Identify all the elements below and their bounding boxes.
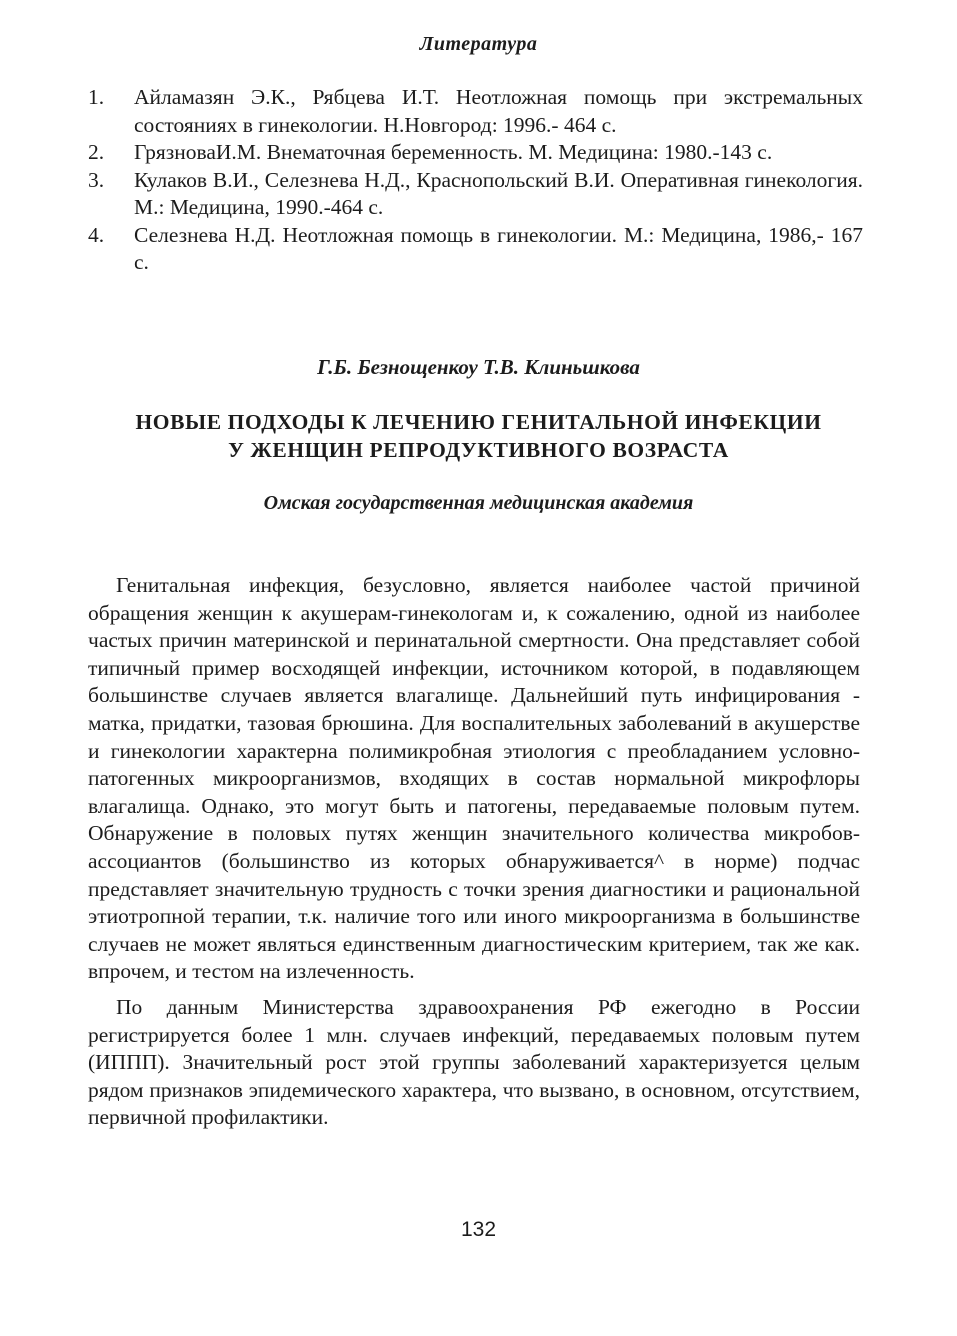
body-paragraph: По данным Министерства здравоохранения РФ ежегодно в России регистрируется более 1 млн. случаев инфекций, передаваемых половым путем (ИППП). Значительный рост этой группы заболеваний характеризуется целым рядом признаков эпидемического характера, что вызвано, в основном, отсутствием, первичной профилактики. (88, 994, 860, 1130)
reference-number: 3. (88, 167, 105, 192)
body-paragraph: Генитальная инфекция, безусловно, является наиболее частой причиной обращения женщин к акушерам-гинекологам и, к сожалению, одной из наиболее частых причин материнской и перинатальной смертности. Она представляет собой типичный пример восходящей инфекции, источником которой, в подавляющем большинстве случаев является влагалище. Дальнейший путь инфицирования - матка, придатки, тазовая брюшина. Для воспалительных заболеваний в акушерстве и гинекологии характерна полимикробная этиология с преобладанием условно-патогенных микроорганизмов, входящих в состав нормальной микрофлоры влагалища. Однако, это могут быть и патогены, передаваемые половым путем. Обнаружение в половых путях женщин значительного количества микробов-ассоциантов (большинство из которых обнаруживается^ в норме) подчас представляет значительную трудность с точки зрения диагностики и рациональной этиотропной терапии, т.к. наличие того или иного микроорганизма в большинстве случаев не может являться единственным диагностическим критерием, так же как. впрочем, и тестом на излеченность. (88, 573, 860, 984)
reference-item (88, 139, 863, 167)
literature-heading: Литература (419, 33, 538, 55)
article-title-line: У ЖЕНЩИН РЕПРОДУКТИВНОГО ВОЗРАСТА (228, 438, 729, 462)
reference-number: 1. (88, 85, 105, 109)
article-title (80, 408, 877, 464)
article-affiliation: Омская государственная медицинская академия (263, 492, 694, 514)
reference-item (88, 84, 863, 139)
article-body (88, 572, 860, 1140)
reference-number: 4. (88, 222, 105, 247)
reference-text: Кулаков В.И., Селезнева Н.Д., Краснопольский В.И. Оперативная гинекология. М.: Медицина, 1990.-464 с. (134, 167, 863, 219)
reference-list (88, 84, 863, 277)
article-authors: Г.Б. Безнощенкоу Т.В. Клиньшкова (317, 355, 640, 379)
reference-item (88, 222, 863, 277)
reference-text: Селезнева Н.Д. Неотложная помощь в гинекологии. М.: Медицина, 1986,- 167 с. (134, 222, 863, 274)
reference-number: 2. (88, 140, 105, 164)
reference-item (88, 167, 863, 222)
page-number: 132 (460, 1218, 497, 1241)
reference-text: Айламазян Э.К., Рябцева И.Т. Неотложная помощь при экстремальных состояниях в гинекологии. Н.Новгород: 1996.- 464 с. (134, 85, 863, 137)
article-title-line: НОВЫЕ ПОДХОДЫ К ЛЕЧЕНИЮ ГЕНИТАЛЬНОЙ ИНФЕКЦИИ (135, 410, 822, 434)
reference-text: ГрязноваИ.М. Внематочная беременность. М. Медицина: 1980.-143 с. (134, 140, 773, 164)
